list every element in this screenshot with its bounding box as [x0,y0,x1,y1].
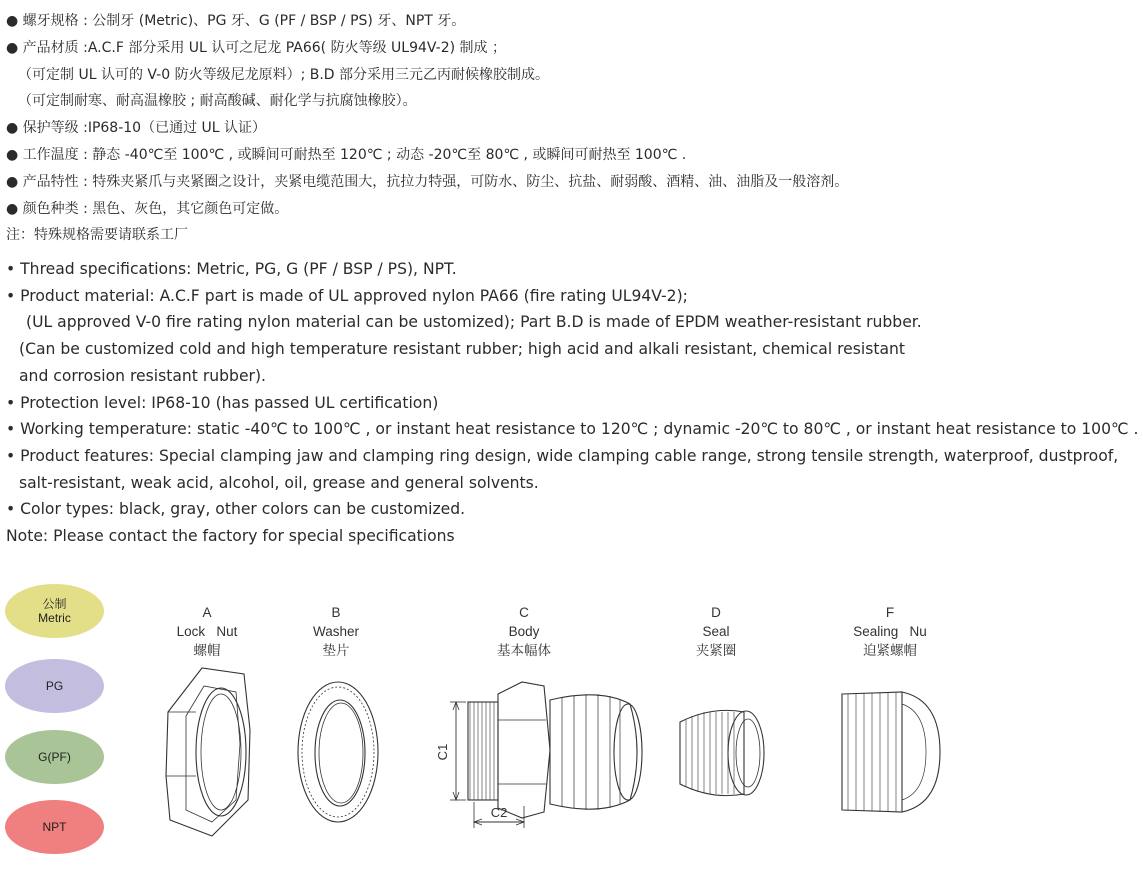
part-c-letter: C [519,605,529,620]
en-spec-thread: • Thread specifications: Metric, PG, G (PF / BSP / PS), NPT. [6,260,457,278]
lock-nut-drawing [166,668,250,836]
zh-spec-protection: ● 保护等级 :IP68-10（已通过 UL 认证） [6,120,267,137]
part-f-en: Sealing Nu [853,624,927,639]
part-f-letter: F [885,605,895,620]
body-drawing [450,682,642,828]
badge-pg-label: PG [45,679,64,693]
en-spec-colors: • Color types: black, gray, other colors can be customized. [6,500,466,519]
part-f-zh: 迫紧螺帽 [863,643,917,658]
en-note: Note: Please contact the factory for special specifications [6,527,455,546]
part-c-en: Body [508,624,540,639]
zh-spec-temperature: ● 工作温度 : 静态 -40℃至 100℃ , 或瞬间可耐热至 120℃ ; 动态 -20℃至 80℃ , 或瞬间可耐热至 100℃ . [6,146,687,163]
zh-spec-material: ● 产品材质 :A.C.F 部分采用 UL 认可之尼龙 PA66( 防火等级 UL94V-2) 制成 ； [6,39,506,56]
badge-gpf-label: G(PF) [38,750,71,764]
badge-npt-label: NPT [42,820,67,834]
zh-spec-material-cont-1: （可定制 UL 认可的 V-0 防火等级尼龙原料）; B.D 部分采用三元乙丙耐候橡胶制成。 [18,66,550,83]
part-b-en: Washer [312,624,359,639]
badge-metric-zh: 公制 [42,597,67,611]
en-spec-material-cont-3: and corrosion resistant rubber). [19,366,266,385]
en-spec-temperature: • Working temperature: static -40℃ to 100℃ , or instant heat resistance to 120℃ ; dynamic -20℃ to 80℃ , or instant heat resistance to 100℃ . [6,420,1139,439]
part-a-en: Lock Nut [176,624,238,639]
en-spec-material: • Product material: A.C.F part is made of UL approved nylon PA66 (fire rating UL94V-2); [6,286,688,305]
zh-spec-colors: ● 颜色种类 : 黑色、灰色，其它颜色可定做。 [6,200,289,217]
en-spec-material-cont-1: (UL approved V-0 fire rating nylon material can be ustomized); Part B.D is made of EPDM weather-resistant rubber. [26,313,922,332]
zh-note: 注：特殊规格需要请联系工厂 [6,227,188,244]
sealing-nut-drawing [842,692,940,812]
en-spec-features-cont: salt-resistant, weak acid, alcohol, oil, grease and general solvents. [19,473,539,492]
en-spec-material-cont-2: (Can be customized cold and high temperature resistant rubber; high acid and alkali resistant, chemical resistant [19,340,906,359]
part-c-zh: 基本幅体 [497,643,551,658]
zh-spec-features: ● 产品特性 : 特殊夹紧爪与夹紧圈之设计，夹紧电缆范围大，抗拉力特强，可防水、防尘、抗盐、耐弱酸、酒精、油、油脂及一般溶剂。 [6,173,849,190]
dimension-c1-label: C1 [435,743,450,761]
part-a-letter: A [202,605,212,620]
part-d-letter: D [711,605,721,620]
seal-drawing [680,710,764,795]
badge-metric-en: Metric [38,611,71,625]
zh-spec-material-cont-2: （可定制耐寒、耐高温橡胶 ; 耐高酸碱、耐化学与抗腐蚀橡胶）。 [18,93,417,110]
en-spec-protection: • Protection level: IP68-10 (has passed UL certification) [6,393,439,412]
part-b-zh: 垫片 [322,643,350,658]
part-d-zh: 夹紧圈 [695,643,737,658]
zh-spec-thread: ● 螺牙规格 : 公制牙 (Metric)、PG 牙、G (PF / BSP / PS) 牙、NPT 牙。 [6,13,466,29]
dimension-c2-label: C2 [490,805,508,820]
part-a-zh: 螺帽 [193,643,221,658]
en-spec-features: • Product features: Special clamping jaw and clamping ring design, wide clamping cable range, strong tensile strength, waterproof, dustproof, [6,446,1119,465]
part-b-letter: B [331,605,341,620]
washer-drawing [298,682,378,822]
part-d-en: Seal [702,624,730,639]
